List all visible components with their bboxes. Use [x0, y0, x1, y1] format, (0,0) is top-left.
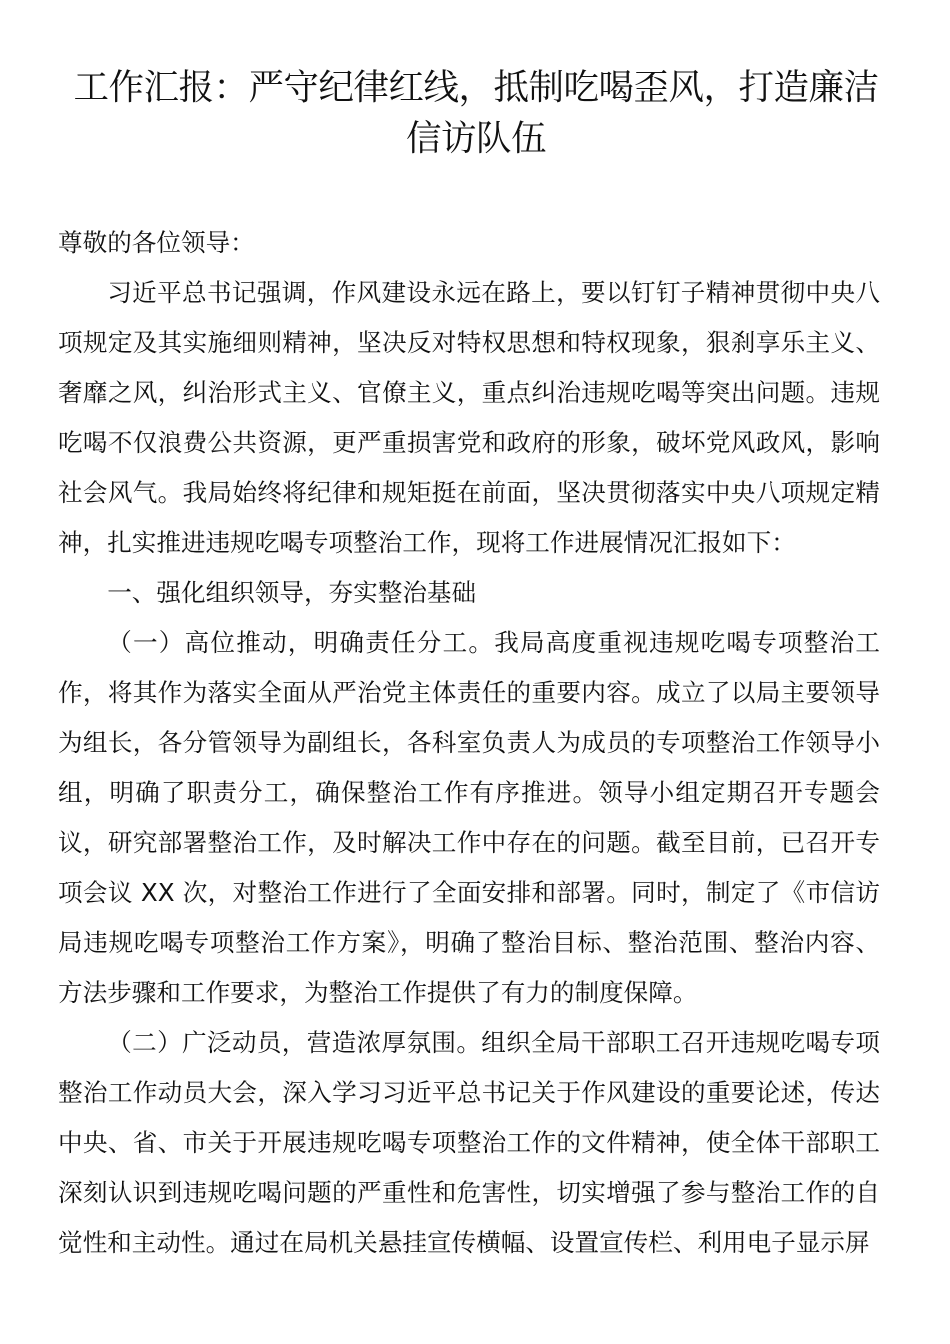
salutation: 尊敬的各位领导：: [58, 228, 255, 257]
section-heading-1: 一、强化组织领导，夯实整治基础: [107, 578, 477, 607]
document-title: 工作汇报：严守纪律红线，抵制吃喝歪风，打造廉洁信访队伍: [73, 67, 879, 159]
paragraph-1-2: （二）广泛动员，营造浓厚氛围。组织全局干部职工召开违规吃喝专项整治工作动员大会，深入学习习近平总书记关于作风建设的重要论述，传达中央、省、市关于开展违规吃喝专项整治工作的文件精神，使全体干部职工深刻认识到违规吃喝问题的严重性和危害性，切实增强了参与整治工作的自觉性和主动性。通过在局机关悬挂宣传横幅、设置宣传栏、利用电子显示屏: [58, 1028, 880, 1257]
paragraph-1-1: （一）高位推动，明确责任分工。我局高度重视违规吃喝专项整治工作，将其作为落实全面从严治党主体责任的重要内容。成立了以局主要领导为组长，各分管领导为副组长，各科室负责人为成员的专项整治工作领导小组，明确了职责分工，确保整治工作有序推进。领导小组定期召开专题会议，研究部署整治工作，及时解决工作中存在的问题。截至目前，已召开专项会议 XX 次，对整治工作进行了全面安排和部署。同时，制定了《市信访局违规吃喝专项整治工作方案》，明确了整治目标、整治范围、整治内容、方法步骤和工作要求，为整治工作提供了有力的制度保障。: [58, 628, 880, 1007]
paragraph-intro: 习近平总书记强调，作风建设永远在路上，要以钉钉子精神贯彻中央八项规定及其实施细则精神，坚决反对特权思想和特权现象，狠刹享乐主义、奢靡之风，纠治形式主义、官僚主义，重点纠治违规吃喝等突出问题。违规吃喝不仅浪费公共资源，更严重损害党和政府的形象，破坏党风政风，影响社会风气。我局始终将纪律和规矩挺在前面，坚决贯彻落实中央八项规定精神，扎实推进违规吃喝专项整治工作，现将工作进展情况汇报如下：: [58, 278, 880, 557]
document-body: [58, 218, 880, 1268]
